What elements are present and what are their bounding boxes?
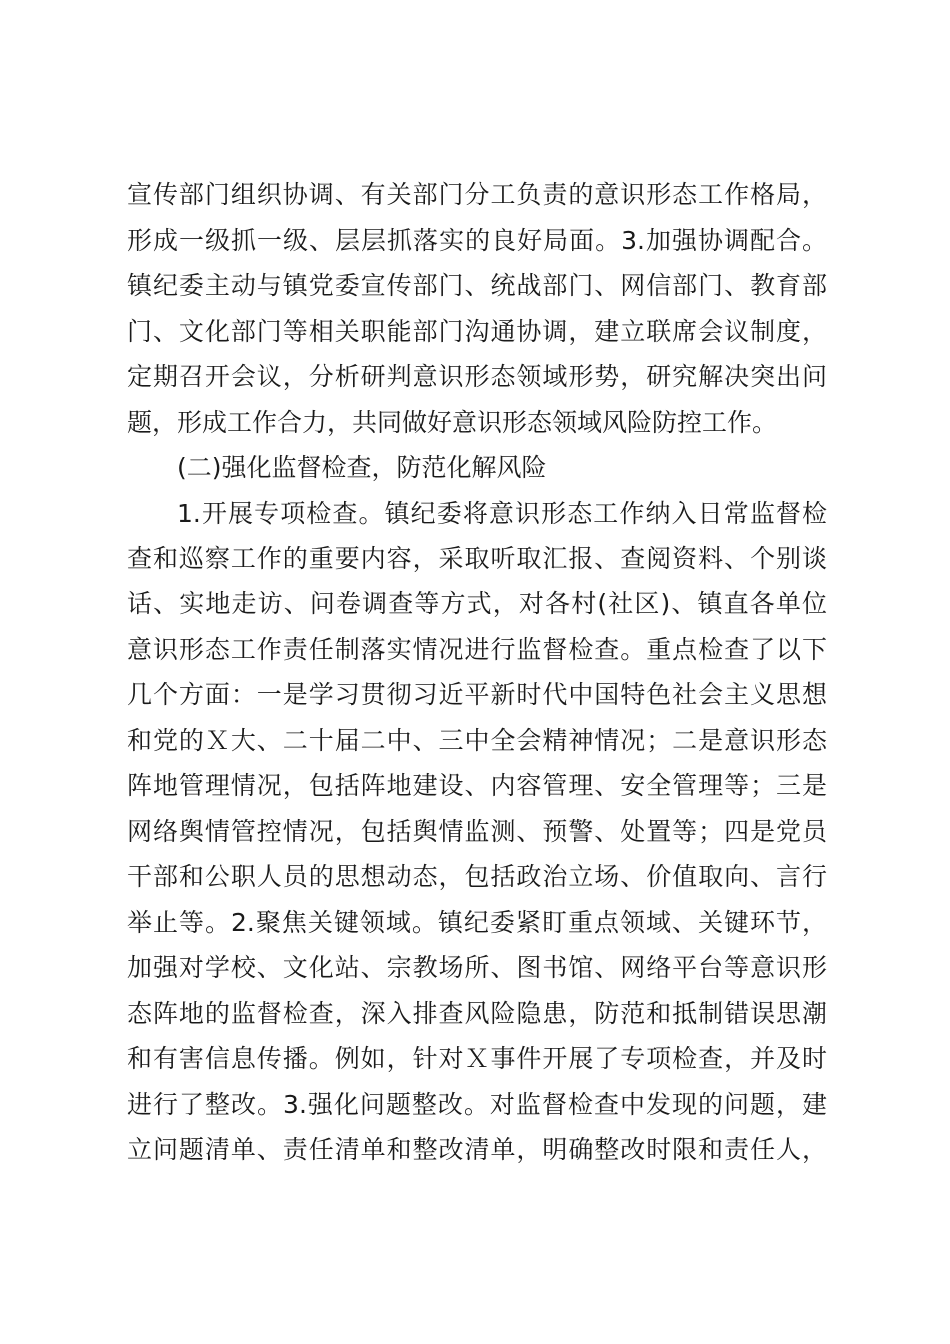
- body-text-line: 镇纪委主动与镇党委宣传部门、统战部门、网信部门、教育部: [127, 271, 827, 300]
- body-text-line: 意识形态工作责任制落实情况进行监督检查。重点检查了以下: [127, 635, 827, 664]
- body-text-line: 门、文化部门等相关职能部门沟通协调，建立联席会议制度，: [127, 317, 827, 346]
- body-text-line: 形成一级抓一级、层层抓落实的良好局面。3.加强协调配合。: [127, 226, 827, 255]
- body-text-line: 宣传部门组织协调、有关部门分工负责的意识形态工作格局，: [127, 180, 827, 209]
- body-text-line: 加强对学校、文化站、宗教场所、图书馆、网络平台等意识形: [127, 953, 827, 982]
- body-text-line: 进行了整改。3.强化问题整改。对监督检查中发现的问题，建: [127, 1090, 827, 1119]
- section-heading: (二)强化监督检查，防范化解风险: [177, 453, 547, 482]
- body-text-line: 网络舆情管控情况，包括舆情监测、预警、处置等；四是党员: [127, 817, 827, 846]
- body-text-line: 话、实地走访、问卷调查等方式，对各村(社区)、镇直各单位: [127, 589, 827, 618]
- body-text-line: 查和巡察工作的重要内容，采取听取汇报、查阅资料、个别谈: [127, 544, 827, 573]
- body-text-line: 几个方面：一是学习贯彻习近平新时代中国特色社会主义思想: [127, 680, 827, 709]
- body-text-line: 定期召开会议，分析研判意识形态领域形势，研究解决突出问: [127, 362, 827, 391]
- body-text-line: 立问题清单、责任清单和整改清单，明确整改时限和责任人，: [127, 1135, 827, 1164]
- body-text-line: 阵地管理情况，包括阵地建设、内容管理、安全管理等；三是: [127, 771, 827, 800]
- body-text-line: 和有害信息传播。例如，针对Ｘ事件开展了专项检查，并及时: [127, 1044, 827, 1073]
- body-text-line: 和党的Ｘ大、二十届二中、三中全会精神情况；二是意识形态: [127, 726, 827, 755]
- body-text-line: 举止等。2.聚焦关键领域。镇纪委紧盯重点领域、关键环节，: [127, 908, 827, 937]
- body-text-line: 态阵地的监督检查，深入排查风险隐患，防范和抵制错误思潮: [127, 999, 827, 1028]
- body-text-line: 1.开展专项检查。镇纪委将意识形态工作纳入日常监督检: [177, 499, 827, 528]
- body-text-line: 题，形成工作合力，共同做好意识形态领域风险防控工作。: [127, 408, 778, 437]
- body-text-line: 干部和公职人员的思想动态，包括政治立场、价值取向、言行: [127, 862, 827, 891]
